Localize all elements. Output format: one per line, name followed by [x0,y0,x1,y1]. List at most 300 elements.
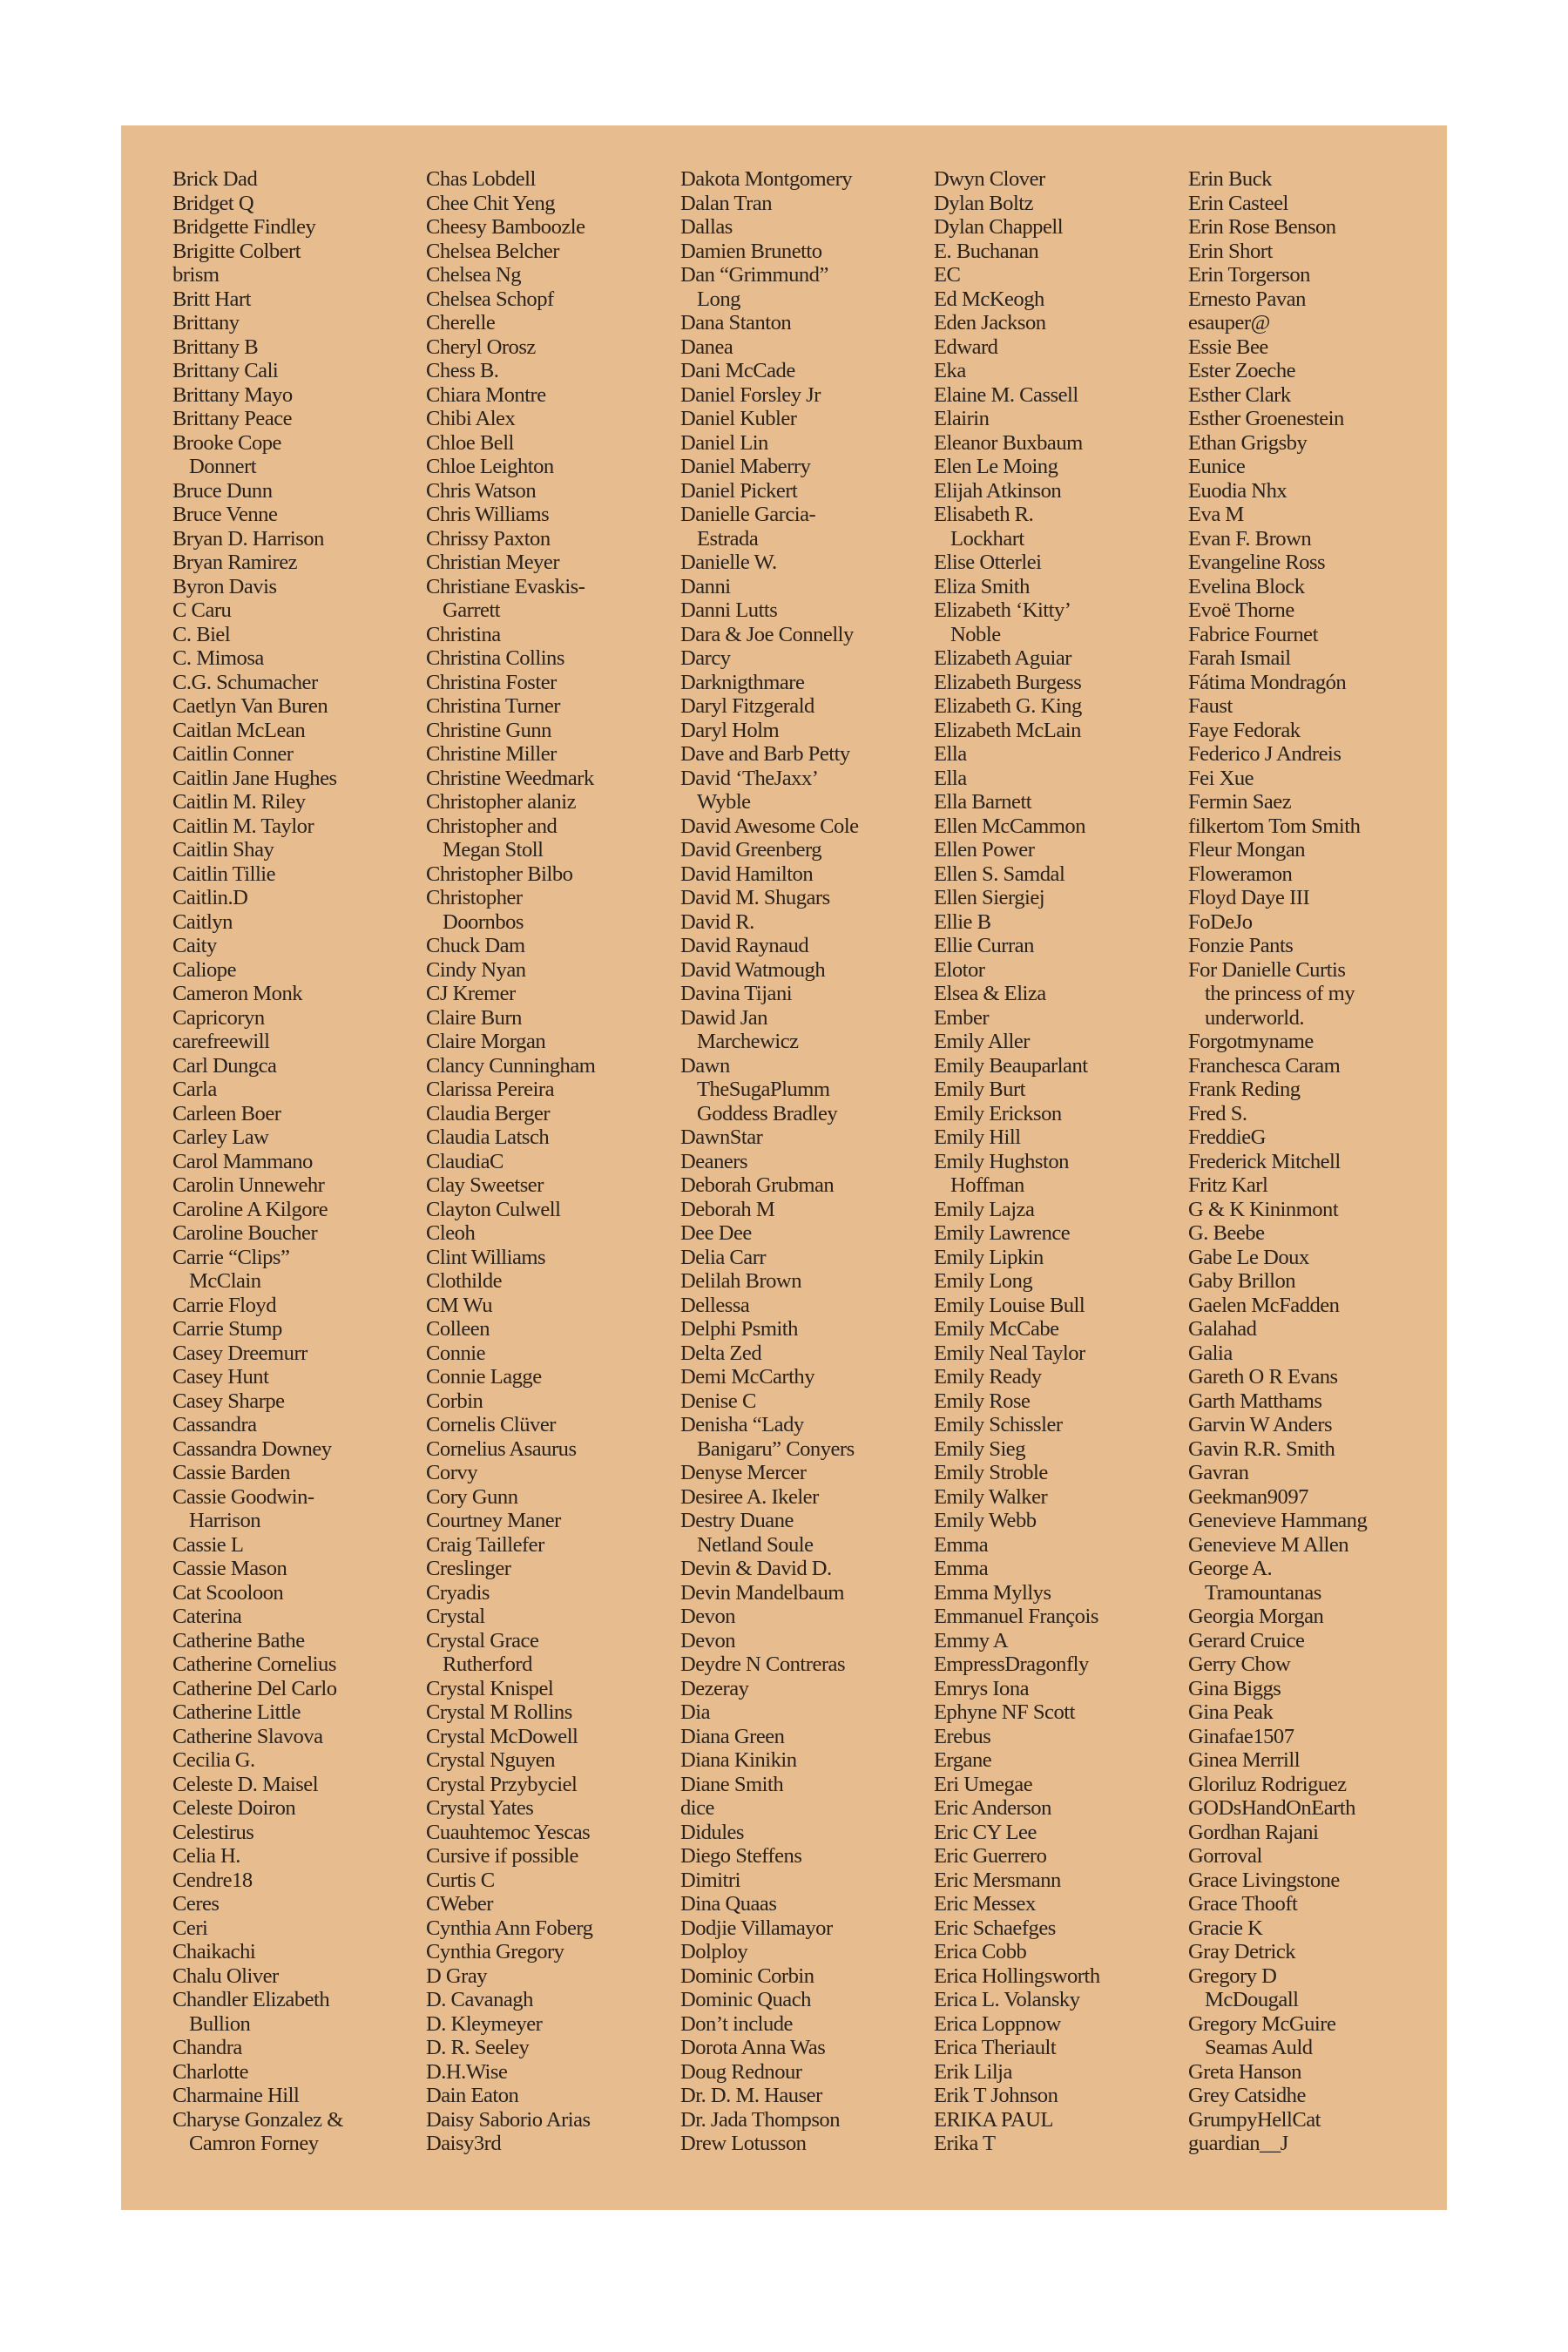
name-entry: Ella Barnett [934,790,1032,814]
name-entry: Garvin W Anders [1188,1413,1333,1436]
name-entry: Cecilia G. [172,1748,255,1772]
name-entry: Elizabeth Burgess [934,670,1082,694]
name-entry: Galahad [1188,1317,1257,1341]
name-entry: Ethan Grigsby [1188,430,1308,455]
name-entry: Elaine M. Cassell [934,382,1078,407]
name-entry: Cory Gunn [426,1484,518,1509]
name-entry: Evelina Block [1188,574,1305,598]
name-entry-continuation: Camron Forney [189,2132,319,2155]
name-entry: Creslinger [426,1557,511,1580]
name-entry: Emily Webb [934,1509,1037,1532]
name-entry-continuation: the princess of my [1205,982,1355,1005]
name-entry: Ergane [934,1748,992,1772]
name-entry: Emily Lipkin [934,1245,1044,1269]
name-entry: Carrie “Clips” [172,1245,290,1269]
name-entry: carefreewill [172,1030,270,1053]
name-entry: Dolploy [680,1940,748,1963]
name-entry: Daryl Fitzgerald [680,694,814,718]
name-entry: Bruce Dunn [172,478,273,503]
name-entry-continuation: Long [697,287,740,311]
name-entry: Galia [1188,1341,1233,1365]
name-entry: Crystal [426,1605,485,1628]
name-entry: Chee Chit Yeng [426,191,556,215]
name-entry: Cornelius Asaurus [426,1436,577,1461]
name-entry: Danni [680,574,731,598]
name-entry: C. Biel [172,622,231,646]
name-entry: Caitlin.D [172,886,248,909]
name-entry: Ellen Siergiej [934,886,1045,909]
name-entry: Grace Livingstone [1188,1868,1340,1892]
name-entry: Caterina [172,1605,242,1628]
name-entry: Deborah M [680,1197,775,1221]
name-entry: DawnStar [680,1125,763,1149]
name-entry: Carleen Boer [172,1101,281,1125]
name-entry: Caitlin Conner [172,742,294,766]
name-entry: Daniel Kubler [680,407,797,430]
name-entry: Chloe Bell [426,430,514,455]
name-entry: Erin Short [1188,239,1273,263]
name-entry-continuation: Lockhart [950,526,1024,551]
name-entry: Fred S. [1188,1101,1247,1125]
name-entry: Christina [426,622,501,646]
name-entry: Ellen S. Samdal [934,862,1065,886]
name-entry: Federico J Andreis [1188,742,1342,766]
name-entry: Eric Schaefges [934,1916,1056,1940]
name-entry: Emily McCabe [934,1317,1059,1341]
name-entry: Dallas [680,215,733,239]
name-entry: David Watmough [680,957,826,982]
name-entry: Fritz Karl [1188,1173,1268,1197]
name-entry: Daniel Pickert [680,478,798,503]
name-entry: Caetlyn Van Buren [172,694,328,718]
name-entry: Dave and Barb Petty [680,742,850,766]
name-entry: Casey Dreemurr [172,1341,308,1365]
name-entry: Charmaine Hill [172,2084,300,2107]
name-entry: dice [680,1796,714,1820]
name-entry: Bruce Venne [172,503,278,526]
name-entry: GODsHandOnEarth [1188,1796,1355,1820]
name-entry: Genevieve Hammang [1188,1509,1368,1532]
name-entry: Esther Clark [1188,382,1291,407]
name-entry: Danielle W. [680,551,777,574]
name-entry: Christine Gunn [426,718,551,742]
name-entry: Faye Fedorak [1188,718,1301,742]
name-entry: David Awesome Cole [680,814,859,838]
name-entry: Brick Dad [172,167,258,191]
name-entry-continuation: Netland Soule [697,1532,814,1557]
name-entry: Gaelen McFadden [1188,1293,1340,1317]
name-entry: Chrissy Paxton [426,526,551,551]
name-entry: Casey Hunt [172,1365,269,1389]
name-entry: Chelsea Belcher [426,239,559,263]
name-entry: Claire Burn [426,1005,522,1030]
name-entry: Clothilde [426,1269,503,1293]
name-entry: Dani McCade [680,359,795,382]
name-entry: Crystal Knispel [426,1676,554,1700]
name-entry: Cheryl Orosz [426,335,536,359]
name-entry: Daisy Saborio Arias [426,2107,591,2132]
name-entry: D. Kleymeyer [426,2011,543,2036]
name-entry: Grey Catsidhe [1188,2084,1306,2107]
name-entry: Gavran [1188,1461,1249,1484]
name-entry: filkertom Tom Smith [1188,814,1361,838]
name-entry: EmpressDragonfly [934,1652,1089,1676]
name-entry: ClaudiaC [426,1149,504,1173]
name-entry: Diana Green [680,1724,785,1748]
name-entry: Caitlin M. Taylor [172,814,314,838]
name-entry: CM Wu [426,1293,493,1317]
name-entry: Emily Hughston [934,1149,1069,1173]
name-entry: Erin Casteel [1188,191,1288,215]
name-entry: Ephyne NF Scott [934,1700,1075,1724]
name-entry: Georgia Morgan [1188,1605,1324,1628]
name-entry: Emily Lajza [934,1197,1035,1221]
name-entry: EC [934,263,961,287]
name-entry: Denyse Mercer [680,1461,807,1484]
name-entry: Evangeline Ross [1188,551,1326,574]
name-entry: Emily Hill [934,1125,1021,1149]
name-entry: Destry Duane [680,1509,794,1532]
name-entry: Brittany Peace [172,407,293,430]
name-entry: Eleanor Buxbaum [934,430,1083,455]
name-entry: Gerry Chow [1188,1652,1291,1676]
name-entry: Gregory D [1188,1963,1277,1988]
name-entry: Elizabeth McLain [934,718,1081,742]
name-entry: Gina Biggs [1188,1676,1281,1700]
name-entry: Chris Williams [426,503,550,526]
name-entry: Chuck Dam [426,934,525,957]
name-entry: Capricoryn [172,1005,265,1030]
name-entry: Caroline Boucher [172,1221,318,1245]
name-entry: Denisha “Lady [680,1413,804,1436]
name-entry: Dwyn Clover [934,167,1045,191]
name-entry: Eri Umegae [934,1772,1033,1796]
name-entry: Farah Ismail [1188,646,1291,670]
name-entry: Bryan Ramirez [172,551,298,574]
name-entry: Claire Morgan [426,1030,546,1053]
name-entry: Dr. D. M. Hauser [680,2084,822,2107]
name-entry: Curtis C [426,1868,495,1892]
name-entry: Frank Reding [1188,1078,1301,1101]
name-entry: Catherine Del Carlo [172,1676,337,1700]
name-entry: E. Buchanan [934,239,1039,263]
name-entry: Deborah Grubman [680,1173,835,1197]
name-entry: Floweramon [1188,862,1293,886]
name-entry: Chaikachi [172,1940,256,1963]
name-entry: Christopher [426,886,523,909]
name-entry: Celia H. [172,1844,240,1868]
name-entry: Cassandra [172,1413,257,1436]
name-entry: Cuauhtemoc Yescas [426,1820,591,1844]
name-entry: brism [172,263,220,287]
name-entry: GrumpyHellCat [1188,2107,1321,2132]
name-entry: Emily Erickson [934,1101,1062,1125]
name-entry: FreddieG [1188,1125,1266,1149]
name-entry: Genevieve M Allen [1188,1532,1349,1557]
name-entry: Catherine Slavova [172,1724,323,1748]
name-entry: Carla [172,1078,217,1101]
name-entry: Carrie Floyd [172,1293,276,1317]
name-entry: G. Beebe [1188,1221,1265,1245]
name-entry-continuation: Marchewicz [697,1030,799,1053]
name-entry-continuation: Goddess Bradley [697,1101,838,1125]
name-entry: D. Cavanagh [426,1988,533,2011]
name-entry: Elizabeth G. King [934,694,1082,718]
name-entry: Christina Foster [426,670,557,694]
name-entry: Don’t include [680,2011,793,2036]
name-entry: Charyse Gonzalez & [172,2107,343,2132]
name-entry: G & K Kininmont [1188,1197,1339,1221]
name-entry: Cendre18 [172,1868,253,1892]
name-entry: Colleen [426,1317,490,1341]
name-entry: Frederick Mitchell [1188,1149,1341,1173]
name-entry: D. R. Seeley [426,2036,530,2059]
name-entry: Emma [934,1532,989,1557]
name-entry: Christine Weedmark [426,766,594,790]
name-entry: Fermin Saez [1188,790,1292,814]
name-entry: Essie Bee [1188,335,1268,359]
name-entry: Ellen Power [934,838,1035,862]
name-entry: FoDeJo [1188,909,1253,934]
name-entry: Celestirus [172,1820,254,1844]
name-entry: Greta Hanson [1188,2059,1301,2084]
name-entry: Ernesto Pavan [1188,287,1306,311]
name-entry: Christine Miller [426,742,557,766]
name-entry: Elise Otterlei [934,551,1042,574]
name-entry: Chandler Elizabeth [172,1988,330,2011]
name-entry: Dawid Jan [680,1005,767,1030]
name-entry: Dia [680,1700,711,1724]
name-entry: Emily Neal Taylor [934,1341,1085,1365]
name-entry: Christiane Evaskis- [426,574,585,598]
name-entry: Celeste Doiron [172,1796,296,1820]
name-entry: Fei Xue [1188,766,1254,790]
name-entry: Emily Stroble [934,1461,1048,1484]
name-entry: Crystal Yates [426,1796,534,1820]
names-panel [121,125,1447,2210]
name-entry: Catherine Bathe [172,1628,305,1652]
name-entry: Brittany Cali [172,359,279,382]
name-entry: David Hamilton [680,862,814,886]
name-entry: Ginea Merrill [1188,1748,1301,1772]
name-entry: Deaners [680,1149,748,1173]
name-entry: Damien Brunetto [680,239,822,263]
name-entry: Dina Quaas [680,1892,777,1916]
name-entry: Emily Walker [934,1484,1048,1509]
name-entry: Connie Lagge [426,1365,542,1389]
name-entry: Cornelis Clüver [426,1413,556,1436]
name-entry: Devin & David D. [680,1557,832,1580]
names-column-5 [1188,167,1441,2156]
name-entry: Emily Long [934,1269,1033,1293]
name-entry: Esther Groenestein [1188,407,1344,430]
name-entry: Craig Taillefer [426,1532,544,1557]
name-entry: Dylan Chappell [934,215,1064,239]
name-entry: Carl Dungca [172,1053,277,1078]
names-column-2 [426,167,679,2156]
name-entry: Brittany Mayo [172,382,293,407]
name-entry: Eka [934,359,966,382]
name-entry: Dimitri [680,1868,740,1892]
name-entry: Euodia Nhx [1188,478,1288,503]
name-entry: Cursive if possible [426,1844,578,1868]
name-entry: Gerard Cruice [1188,1628,1305,1652]
name-entry: Brooke Cope [172,430,281,455]
name-entry: Cheesy Bamboozle [426,215,585,239]
name-entry: Ellie Curran [934,934,1034,957]
name-entry: Erin Buck [1188,167,1272,191]
name-entry: esauper@ [1188,311,1270,335]
name-entry: Eva M [1188,503,1244,526]
name-entry: Gloriluz Rodriguez [1188,1772,1347,1796]
name-entry: Brittany [172,311,240,335]
name-entry: Eunice [1188,455,1246,478]
name-entry: Chelsea Ng [426,263,522,287]
name-entry: Dellessa [680,1293,750,1317]
name-entry: Grace Thooft [1188,1892,1298,1916]
name-entry: Daniel Lin [680,430,768,455]
name-entry: Clint Williams [426,1245,546,1269]
name-entry-continuation: Harrison [189,1509,261,1532]
name-entry: Bryan D. Harrison [172,526,324,551]
name-entry: Dain Eaton [426,2084,519,2107]
name-entry: Delphi Psmith [680,1317,798,1341]
name-entry: Cassie L [172,1532,244,1557]
name-entry-continuation: Megan Stoll [443,838,544,862]
name-entry: Emily Schissler [934,1413,1063,1436]
name-entry: Drew Lotusson [680,2132,807,2155]
name-entry: Gorroval [1188,1844,1262,1868]
name-entry: Britt Hart [172,287,251,311]
name-entry: D Gray [426,1963,488,1988]
name-entry-continuation: McDougall [1205,1988,1299,2011]
name-entry: Didules [680,1820,745,1844]
name-entry: Chibi Alex [426,407,516,430]
name-entry-continuation: Donnert [189,455,257,478]
name-entry-continuation: Rutherford [443,1652,532,1676]
name-entry: Darknigthmare [680,670,805,694]
name-entry: Chas Lobdell [426,167,536,191]
name-entry: Dee Dee [680,1221,752,1245]
name-entry: Courtney Maner [426,1509,561,1532]
name-entry: Corvy [426,1461,477,1484]
name-entry: Fabrice Fournet [1188,622,1318,646]
name-entry: Caitlin M. Riley [172,790,306,814]
name-entry: Emily Louise Bull [934,1293,1085,1317]
name-entry: Erika T [934,2132,996,2155]
name-entry: Gabe Le Doux [1188,1245,1309,1269]
name-entry: Emrys Iona [934,1676,1030,1700]
name-entry: Gray Detrick [1188,1940,1296,1963]
name-entry: Ester Zoeche [1188,359,1296,382]
name-entry: Diana Kinikin [680,1748,797,1772]
name-entry: Ellen McCammon [934,814,1086,838]
name-entry: CWeber [426,1892,493,1916]
name-entry: Gaby Brillon [1188,1269,1296,1293]
name-entry: Cherelle [426,311,496,335]
name-entry: Christopher and [426,814,558,838]
name-entry: Delia Carr [680,1245,767,1269]
name-entry: Emily Aller [934,1030,1030,1053]
name-entry-continuation: Estrada [697,526,759,551]
name-entry: Erebus [934,1724,991,1748]
name-entry: Deydre N Contreras [680,1652,846,1676]
name-entry: Devon [680,1628,736,1652]
name-entry: Crystal Grace [426,1628,539,1652]
name-entry: Emily Beauparlant [934,1053,1088,1078]
name-entry: Erik T Johnson [934,2084,1058,2107]
name-entry: Ella [934,742,967,766]
name-entry: Eric CY Lee [934,1820,1037,1844]
name-entry-continuation: Wyble [697,790,751,814]
name-entry: Emily Sieg [934,1436,1025,1461]
name-entry: Cameron Monk [172,982,303,1005]
name-entry: Daryl Holm [680,718,780,742]
name-entry: Carolin Unnewehr [172,1173,325,1197]
name-entry: Erica Hollingsworth [934,1963,1100,1988]
name-entry: Danea [680,335,733,359]
name-entry: Ella [934,766,967,790]
name-entry-continuation: Banigaru” Conyers [697,1436,855,1461]
name-entry: Eliza Smith [934,574,1030,598]
name-entry: Danni Lutts [680,598,778,622]
name-entry: David M. Shugars [680,886,830,909]
name-entry: Caitlin Shay [172,838,274,862]
name-entry: Franchesca Caram [1188,1053,1341,1078]
name-entry: Geekman9097 [1188,1484,1308,1509]
name-entry: Dan “Grimmund” [680,263,828,287]
name-entry: Chelsea Schopf [426,287,554,311]
name-entry: Crystal M Rollins [426,1700,572,1724]
name-entry-continuation: TheSugaPlumm [697,1078,830,1101]
name-entry: Ginafae1507 [1188,1724,1294,1748]
name-entry: Evan F. Brown [1188,526,1312,551]
name-entry: Denise C [680,1389,756,1413]
name-entry: Cassie Barden [172,1461,290,1484]
name-entry: Claudia Berger [426,1101,551,1125]
name-entry: Demi McCarthy [680,1365,815,1389]
name-entry: Cassie Goodwin- [172,1484,314,1509]
name-entry: David ‘TheJaxx’ [680,766,819,790]
name-entry: Caitlan McLean [172,718,306,742]
name-entry: Devon [680,1605,736,1628]
name-entry: Clay Sweetser [426,1173,544,1197]
name-entry: Fátima Mondragón [1188,670,1347,694]
name-entry: Charlotte [172,2059,249,2084]
name-entry: Chris Watson [426,478,537,503]
name-entry: Elijah Atkinson [934,478,1062,503]
name-entry: Brigitte Colbert [172,239,301,263]
name-entry: Gordhan Rajani [1188,1820,1319,1844]
name-entry: Darcy [680,646,731,670]
name-entry: Claudia Latsch [426,1125,550,1149]
name-entry: Dominic Quach [680,1988,811,2011]
name-entry: Daniel Forsley Jr [680,382,821,407]
name-entry: Clancy Cunningham [426,1053,596,1078]
name-entry: Dezeray [680,1676,749,1700]
name-entry: Erica Cobb [934,1940,1027,1963]
name-entry: Bridgette Findley [172,215,316,239]
name-entry: ERIKA PAUL [934,2107,1053,2132]
name-entry: Cat Scooloon [172,1580,284,1605]
name-entry: D.H.Wise [426,2059,508,2084]
name-entry: Clarissa Pereira [426,1078,555,1101]
name-entry: Erica Loppnow [934,2011,1061,2036]
name-entry: Cynthia Ann Foberg [426,1916,593,1940]
name-entry: Carrie Stump [172,1317,282,1341]
name-entry: Elisabeth R. [934,503,1034,526]
name-entry: Ed McKeogh [934,287,1044,311]
